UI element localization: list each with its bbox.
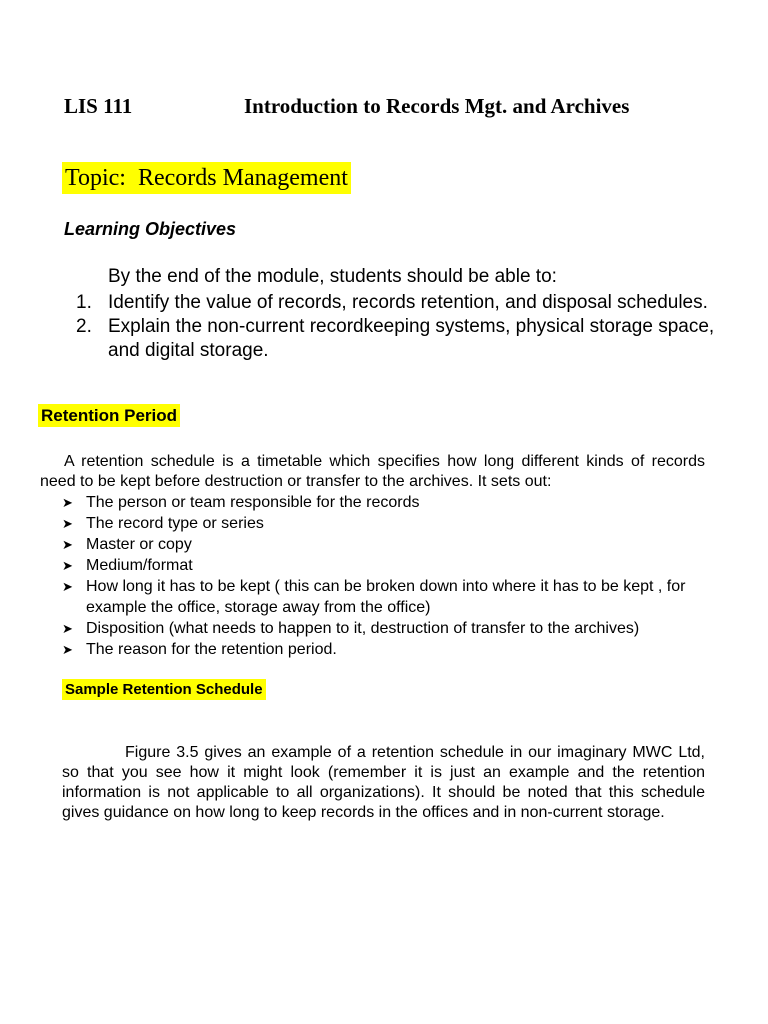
arrow-bullet-icon: ➤ bbox=[62, 642, 73, 657]
objectives-intro: By the end of the module, students should be able to: bbox=[108, 266, 557, 287]
arrow-bullet-icon: ➤ bbox=[62, 558, 73, 573]
bullet-text: The reason for the retention period. bbox=[86, 641, 337, 658]
arrow-bullet-icon: ➤ bbox=[62, 621, 73, 636]
course-code: LIS 111 bbox=[64, 94, 133, 118]
arrow-bullet-icon: ➤ bbox=[62, 579, 73, 594]
bullet-text: How long it has to be kept ( this can be broken down into where it has to be kept , for example the office, storage away from the office) bbox=[86, 578, 686, 616]
list-item bbox=[62, 639, 707, 660]
retention-paragraph bbox=[40, 452, 705, 492]
list-item bbox=[62, 576, 707, 618]
sample-retention-title: Sample Retention Schedule bbox=[62, 679, 266, 700]
list-item bbox=[62, 555, 707, 576]
sample-retention-heading bbox=[62, 681, 266, 698]
sample-paragraph-text: Figure 3.5 gives an example of a retention schedule in our imaginary MWC Ltd, so that you see how it might look (remember it is just an example and the retention information is not applicable to all organizations). It should be noted that this schedule gives guidance on how long to keep records in the offices and in non-current storage. bbox=[62, 744, 705, 821]
objective-item bbox=[76, 315, 716, 363]
topic-heading: Topic: Records Management bbox=[62, 162, 351, 194]
objective-item bbox=[76, 291, 716, 315]
bullet-text: The person or team responsible for the records bbox=[86, 494, 420, 511]
objectives-list bbox=[76, 291, 716, 363]
retention-period-heading bbox=[38, 406, 180, 426]
bullet-text: Master or copy bbox=[86, 536, 192, 553]
arrow-bullet-icon: ➤ bbox=[62, 516, 73, 531]
course-title: Introduction to Records Mgt. and Archives bbox=[244, 94, 630, 118]
bullet-text: The record type or series bbox=[86, 515, 264, 532]
list-item bbox=[62, 513, 707, 534]
list-item bbox=[62, 618, 707, 639]
arrow-bullet-icon: ➤ bbox=[62, 495, 73, 510]
bullet-text: Disposition (what needs to happen to it, destruction of transfer to the archives) bbox=[86, 620, 640, 637]
retention-bullet-list bbox=[62, 492, 707, 660]
list-item bbox=[62, 534, 707, 555]
bullet-text: Medium/format bbox=[86, 557, 193, 574]
objective-number: 1. bbox=[76, 292, 92, 313]
retention-period-title: Retention Period bbox=[38, 404, 180, 427]
learning-objectives-title: Learning Objectives bbox=[64, 219, 237, 239]
list-item bbox=[62, 492, 707, 513]
arrow-bullet-icon: ➤ bbox=[62, 537, 73, 552]
retention-paragraph-text: A retention schedule is a timetable which specifies how long different kinds of records need to be kept before destruction or transfer to the archives. It sets out: bbox=[40, 453, 705, 490]
objective-number: 2. bbox=[76, 316, 92, 337]
objective-text: Explain the non-current recordkeeping systems, physical storage space, and digital storage. bbox=[108, 316, 715, 361]
sample-paragraph bbox=[62, 743, 705, 823]
objective-text: Identify the value of records, records retention, and disposal schedules. bbox=[108, 292, 708, 313]
